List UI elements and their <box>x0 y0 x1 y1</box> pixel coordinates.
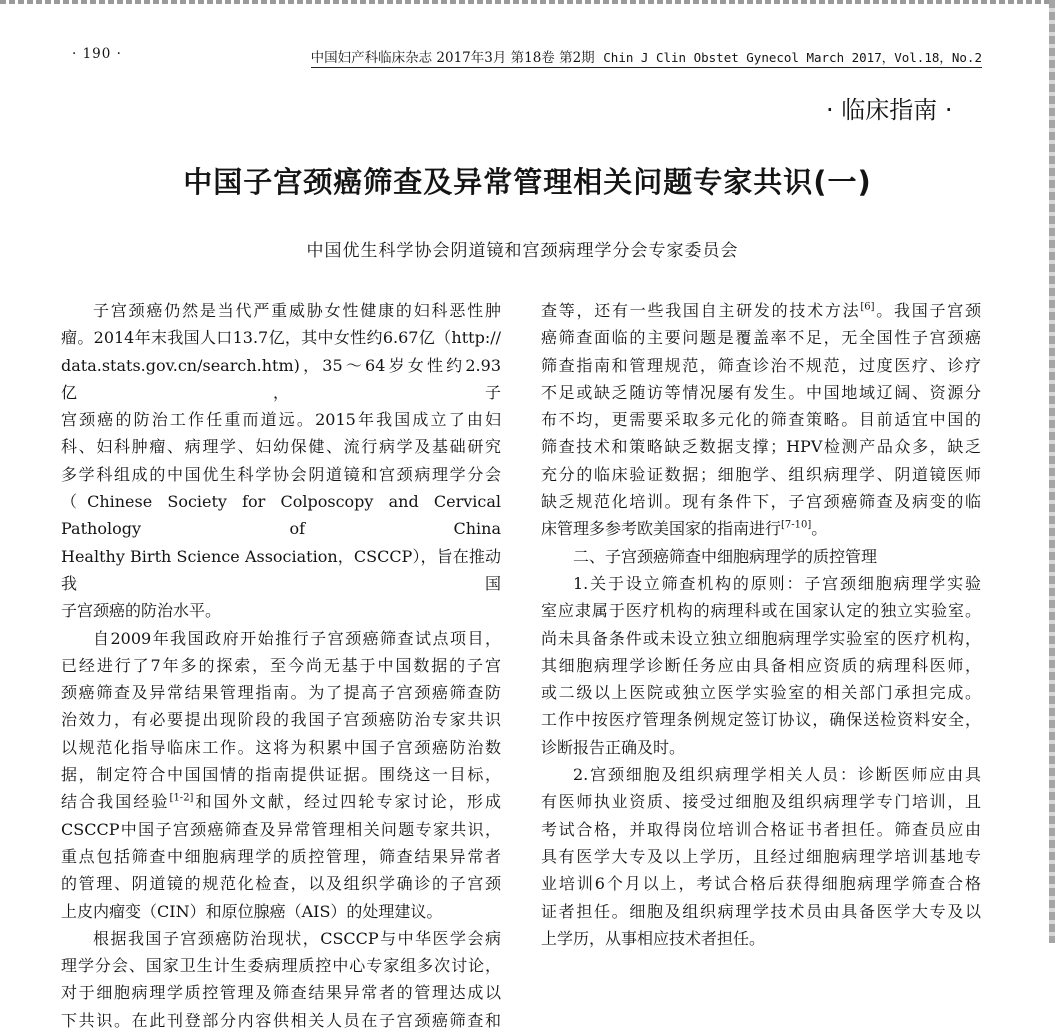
paragraph-line: 瘤。2014年末我国人口13.7亿，其中女性约6.67亿（http:// <box>61 328 501 348</box>
paragraph-line: 已经进行了7年多的探索，至今尚无基于中国数据的子宫 <box>61 655 501 675</box>
paragraph-line: 宫颈癌的防治工作任重而道远。2015年我国成立了由妇 <box>61 410 501 430</box>
paragraph-line: 尚未具备条件或未设立独立细胞病理学实验室的医疗机构， <box>541 628 981 648</box>
running-header <box>72 44 982 66</box>
paragraph-line: 上皮内瘤变（CIN）和原位腺癌（AIS）的处理建议。 <box>61 901 443 921</box>
page-top-border <box>0 0 1055 4</box>
section-heading: 二、子宫颈癌筛查中细胞病理学的质控管理 <box>573 546 878 566</box>
journal-citation <box>311 46 982 68</box>
article-authors: 中国优生科学协会阴道镜和宫颈病理学分会专家委员会 <box>306 241 739 261</box>
paragraph-line: 科、妇科肿瘤、病理学、妇幼保健、流行病学及基础研究 <box>61 437 501 457</box>
paragraph-line: 诊断报告正确及时。 <box>541 737 686 757</box>
paragraph-line: 其细胞病理学诊断任务应由具备相应资质的病理科医师， <box>541 655 981 675</box>
paragraph-line: 颈癌筛查及异常结果管理指南。为了提高子宫颈癌筛查防 <box>61 683 501 703</box>
paragraph-line: 缺乏规范化培训。现有条件下，子宫颈癌筛查及病变的临 <box>541 492 981 512</box>
paragraph-line: 下共识。在此刊登部分内容供相关人员在子宫颈癌筛查和 <box>61 1010 501 1030</box>
paragraph-line: 不足或缺乏随访等情况屡有发生。中国地域辽阔、资源分 <box>541 382 981 402</box>
paragraph-line: 多学科组成的中国优生科学协会阴道镜和宫颈病理学分会 <box>61 464 501 484</box>
paragraph-line: 具有医学大专及以上学历，且经过细胞病理学培训基地专 <box>541 846 981 866</box>
paragraph-line: 布不均，更需要采取多元化的筛查策略。目前适宜中国的 <box>541 410 981 430</box>
paragraph-line: 据，制定符合中国国情的指南提供证据。围绕这一目标， <box>61 765 501 785</box>
paragraph-line: 有医师执业资质、接受过细胞及组织病理学专门培训，且 <box>541 792 981 812</box>
paragraph-line: 床管理多参考欧美国家的指南进行[7-10]。 <box>541 519 828 539</box>
paragraph-line: （Chinese Society for Colposcopy and Cervical Pathology of China <box>61 492 501 539</box>
citation-ref: [7-10] <box>781 520 812 532</box>
journal-citation-cn: 中国妇产科临床杂志 2017年3月 第18卷 第2期 <box>310 50 595 66</box>
page-right-border <box>1049 0 1055 943</box>
paragraph-line: 考试合格，并取得岗位培训合格证书者担任。筛查员应由 <box>541 819 981 839</box>
paragraph: 1.关于设立筛查机构的原则：子宫颈细胞病理学实验 <box>573 573 981 593</box>
paragraph-line: 查等，还有一些我国自主研发的技术方法[6]。我国子宫颈 <box>541 301 981 320</box>
paragraph-line: 重点包括筛查中细胞病理学的质控管理，筛查结果异常者 <box>61 846 501 866</box>
paragraph-line: 业培训6个月以上，考试合格后获得细胞病理学筛查合格 <box>541 874 981 894</box>
paragraph: 2.宫颈细胞及组织病理学相关人员：诊断医师应由具 <box>573 765 981 785</box>
paragraph-line: 筛查指南和管理规范，筛查诊治不规范，过度医疗、诊疗 <box>541 355 981 375</box>
paragraph-line: 证者担任。细胞及组织病理学技术员由具备医学大专及以 <box>541 901 981 921</box>
paragraph-line: 对于细胞病理学质控管理及筛查结果异常者的管理达成以 <box>61 983 501 1003</box>
article-title: 中国子宫颈癌筛查及异常管理相关问题专家共识(一) <box>183 165 872 199</box>
paragraph-line: 治效力，有必要提出现阶段的我国子宫颈癌防治专家共识 <box>61 710 501 730</box>
paragraph-line: 充分的临床验证数据；细胞学、组织病理学、阴道镜医师 <box>541 464 981 484</box>
paragraph-line: data.stats.gov.cn/search.htm)，35～64岁女性约2.93亿，子 <box>61 355 501 402</box>
right-column <box>541 297 981 952</box>
paragraph-line: Healthy Birth Science Association，CSCCP），旨在推动我国 <box>61 546 501 593</box>
paragraph: 子宫颈癌仍然是当代严重威胁女性健康的妇科恶性肿 <box>93 301 501 320</box>
citation-ref: [6] <box>860 301 875 313</box>
paragraph-line: 子宫颈癌的防治水平。 <box>61 601 222 621</box>
paragraph-line: 上学历，从事相应技术者担任。 <box>541 928 766 948</box>
paragraph-line: 结合我国经验[1-2]和国外文献，经过四轮专家讨论，形成 <box>61 792 501 812</box>
paragraph-line: 或二级以上医院或独立医学实验室的相关部门承担完成。 <box>541 683 981 703</box>
paragraph-line: 理学分会、国家卫生计生委病理质控中心专家组多次讨论， <box>61 956 501 976</box>
section-label: · 临床指南 · <box>826 96 953 124</box>
paragraph-line: 室应隶属于医疗机构的病理科或在国家认定的独立实验室。 <box>541 601 981 621</box>
paragraph-line: 以规范化指导临床工作。这将为积累中国子宫颈癌防治数 <box>61 737 501 757</box>
paragraph: 自2009年我国政府开始推行子宫颈癌筛查试点项目， <box>93 628 501 648</box>
paragraph-line: 癌筛查面临的主要问题是覆盖率不足，无全国性子宫颈癌 <box>541 328 981 348</box>
paragraph-line: 筛查技术和策略缺乏数据支撑；HPV检测产品众多，缺乏 <box>541 437 981 457</box>
citation-ref: [1-2] <box>169 793 194 805</box>
left-column <box>61 297 501 1034</box>
journal-citation-en: Chin J Clin Obstet Gynecol March 2017，Vol.18，No.2 <box>603 50 982 65</box>
paragraph-line: CSCCP中国子宫颈癌筛查及异常管理相关问题专家共识， <box>61 819 501 839</box>
paragraph-line: 的管理、阴道镜的规范化检查，以及组织学确诊的子宫颈 <box>61 874 501 894</box>
paragraph-line: 工作中按医疗管理条例规定签订协议，确保送检资料安全， <box>541 710 981 730</box>
page-number: · 190 · <box>72 46 122 62</box>
paragraph: 根据我国子宫颈癌防治现状，CSCCP与中华医学会病 <box>93 928 501 948</box>
